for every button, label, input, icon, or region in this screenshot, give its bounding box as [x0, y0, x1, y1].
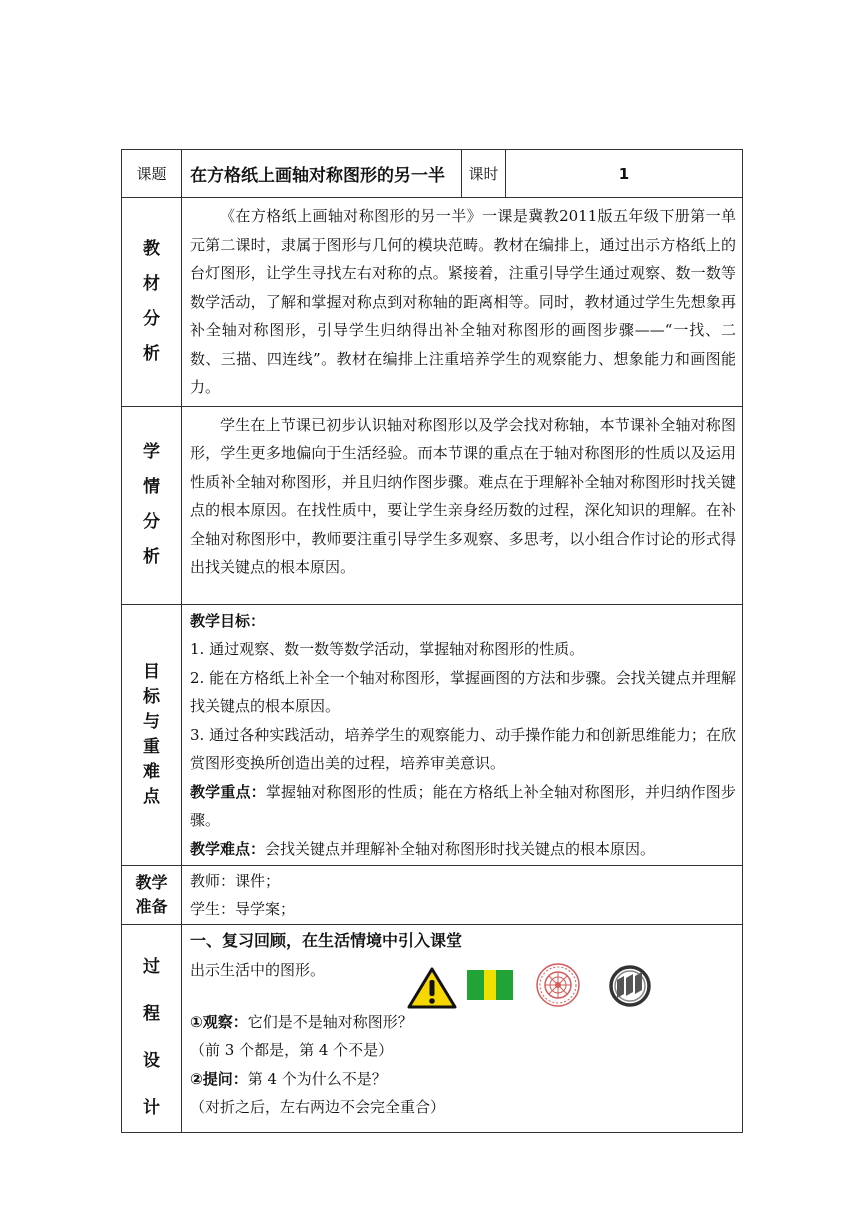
prep-label-line: 教学 — [135, 873, 168, 892]
goals-content — [182, 604, 743, 866]
label-char: 难 — [143, 761, 160, 782]
label-char: 标 — [143, 686, 160, 707]
goal-item: 2. 能在方格纸上补全一个轴对称图形，掌握画图的方法和步骤。会找关键点并理解找关键点的根本原因。 — [190, 668, 736, 715]
label-char: 计 — [143, 1098, 160, 1118]
round-seal-icon — [535, 962, 581, 1008]
section-heading: 一、复习回顾，在生活情境中引入课堂 — [190, 931, 463, 950]
ask-line — [190, 1065, 734, 1094]
prep-teacher: 教师：课件； — [190, 872, 281, 890]
label-char: 与 — [143, 711, 160, 732]
label-char: 重 — [143, 736, 160, 757]
label-char: 程 — [143, 1004, 160, 1024]
goal-item: 1. 通过观察、数一数等数学活动，掌握轴对称图形的性质。 — [190, 640, 585, 658]
observe-text: 它们是不是轴对称图形？ — [247, 1012, 413, 1031]
key-points-label: 教学重点： — [190, 782, 266, 801]
process-label — [122, 925, 182, 1133]
goal-item: 3. 通过各种实践活动，培养学生的观察能力、动手操作能力和创新思维能力；在欣赏图形变换所创造出美的过程，培养审美意识。 — [190, 725, 736, 772]
textbook-paragraph: 《在方格纸上画轴对称图形的另一半》一课是冀教2011版五年级下册第一单元第二课时，隶属于图形与几何的模块范畴。教材在编排上，通过出示方格纸上的台灯图形，让学生寻找左右对称的点。紧接着，注重引导学生通过观察、数一数等数学活动，了解和掌握对称点到对称轴的距离相等。同时，教材通过学生先想象再补全轴对称图形，引导学生归纳得出补全轴对称图形的画图步骤——“一找、二数、三描、四连线”。教材在编排上注重培养学生的观察能力、想象能力和画图能力。 — [190, 207, 736, 396]
key-points-text: 掌握轴对称图形的性质；能在方格纸上补全轴对称图形，并归纳作图步骤。 — [190, 782, 736, 829]
ask-label: ②提问： — [190, 1069, 248, 1088]
green-flag-icon — [467, 970, 513, 1000]
preparation-content — [182, 866, 743, 925]
key-points — [190, 778, 736, 835]
topic-label: 课题 — [122, 150, 182, 198]
label-char: 情 — [143, 477, 160, 497]
difficult-points-label: 教学难点： — [190, 839, 266, 858]
textbook-analysis-label — [122, 198, 182, 407]
student-analysis-text — [182, 406, 743, 604]
observe-answer: （前 3 个都是，第 4 个不是） — [190, 1041, 394, 1059]
process-content — [182, 925, 743, 1133]
examples-row — [190, 956, 734, 1008]
lesson-plan-table — [121, 149, 743, 1133]
label-char: 分 — [143, 512, 160, 532]
buick-logo-icon — [608, 964, 652, 1008]
goals-heading: 教学目标： — [190, 611, 266, 630]
hours-value: 1 — [506, 150, 743, 198]
label-char: 分 — [143, 308, 160, 329]
label-char: 析 — [143, 547, 160, 567]
label-char: 目 — [143, 661, 160, 682]
label-char: 学 — [143, 442, 160, 462]
student-analysis-label — [122, 406, 182, 604]
students-paragraph: 学生在上节课已初步认识轴对称图形以及学会找对称轴，本节课补全轴对称图形，学生更多地偏向于生活经验。而本节课的重点在于轴对称图形的性质以及运用性质补全轴对称图形，并且归纳作图步骤。难点在于理解补全轴对称图形时找关键点的根本原因。在找性质中，要让学生亲身经历数的过程，深化知识的理解。在补全轴对称图形中，教师要注重引导学生多观察、多思考，以小组合作讨论的形式得出找关键点的根本原因。 — [190, 415, 736, 576]
observe-line — [190, 1008, 734, 1037]
label-char: 材 — [143, 273, 160, 294]
observe-label: ①观察： — [190, 1012, 248, 1031]
ask-text: 第 4 个为什么不是？ — [247, 1069, 387, 1088]
goals-label — [122, 604, 182, 866]
prep-student: 学生：导学案； — [190, 900, 296, 918]
warning-sign-icon — [407, 966, 457, 1010]
ask-answer: （对折之后，左右两边不会完全重合） — [190, 1098, 446, 1116]
difficult-points — [190, 835, 736, 864]
examples-intro: 出示生活中的图形。 — [190, 960, 326, 979]
prep-label-line: 准备 — [135, 897, 168, 916]
difficult-points-text: 会找关键点并理解补全轴对称图形时找关键点的根本原因。 — [265, 839, 656, 858]
hours-label: 课时 — [462, 150, 506, 198]
label-char: 过 — [143, 957, 160, 977]
textbook-analysis-text — [182, 198, 743, 407]
label-char: 点 — [143, 786, 160, 807]
topic-value: 在方格纸上画轴对称图形的另一半 — [182, 150, 462, 198]
label-char: 析 — [143, 343, 160, 364]
preparation-label — [122, 866, 182, 925]
label-char: 设 — [143, 1051, 160, 1071]
label-char: 教 — [143, 238, 160, 259]
